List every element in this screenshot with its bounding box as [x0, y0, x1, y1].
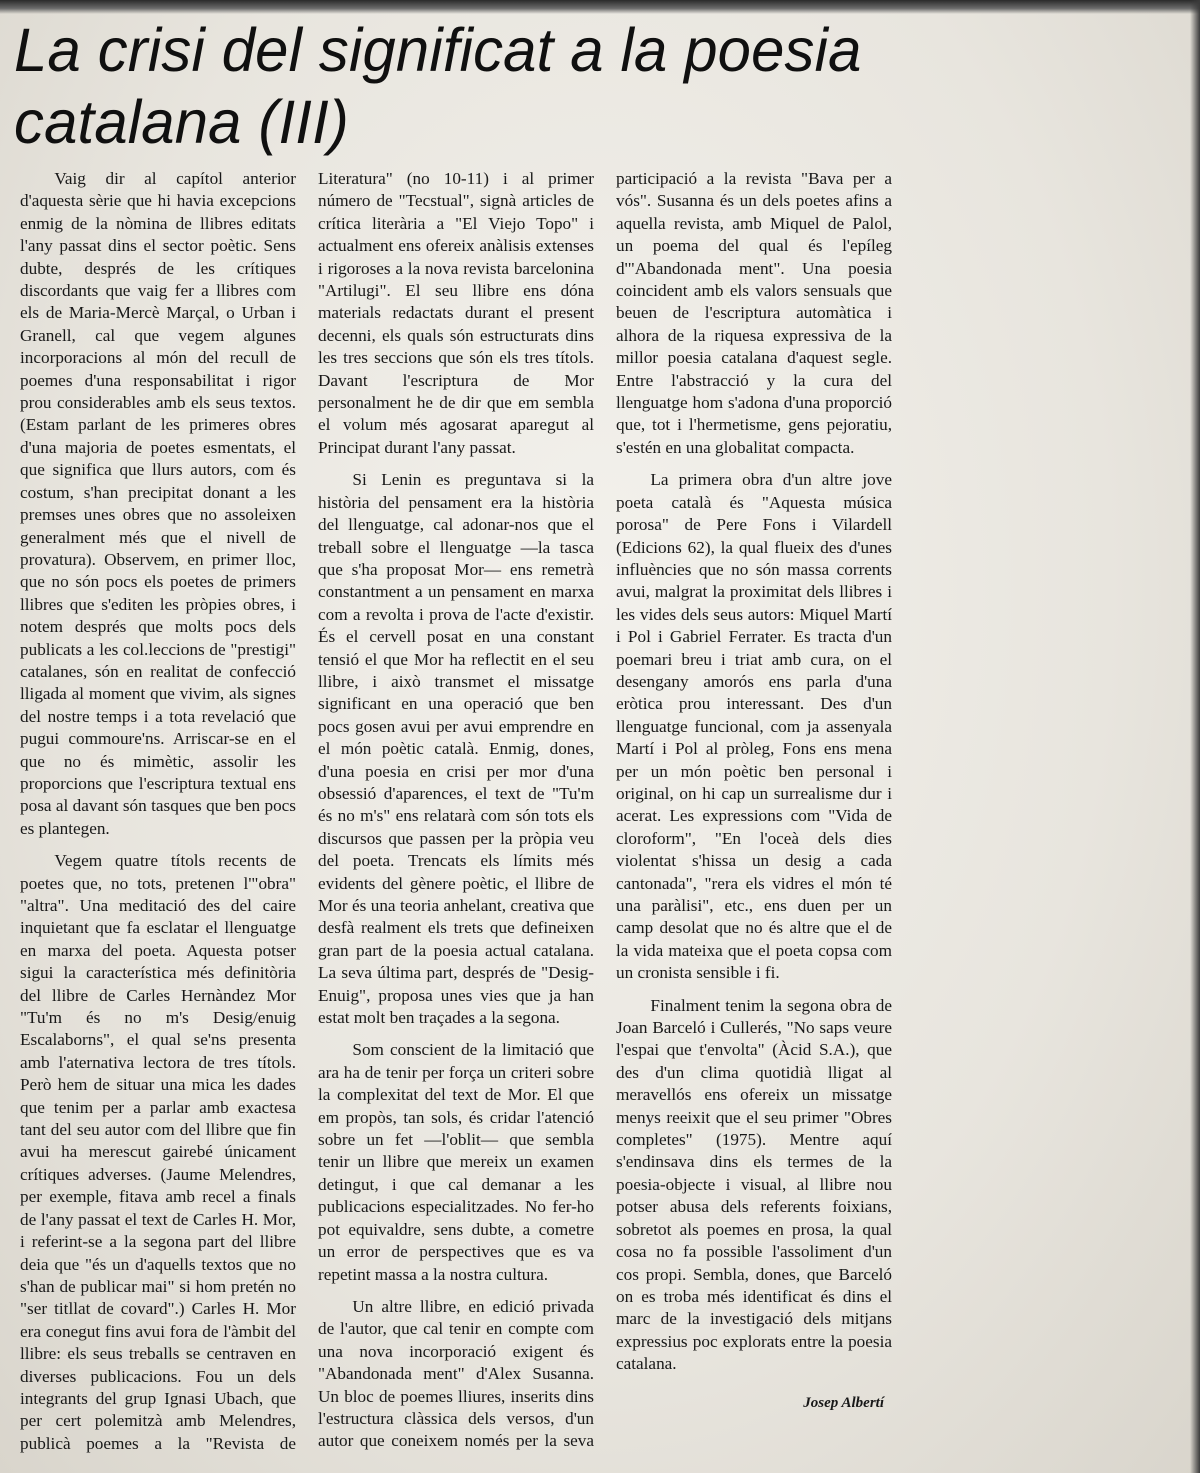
- article-body: [20, 168, 1190, 1458]
- article-paragraph: Som conscient de la limitació que ara ha de tenir per força un criteri sobre la complexitat del text de Mor. El que em propòs, tan sols, és cridar l'atenció sobre un fet —l'oblit— que sembla tenir un llibre que mereix un examen detingut, i que cal demanar a les publicacions especialitzades. No fer-ho pot equivaldre, sens dubte, a cometre un error de perspectives que es va repetint massa a la nostra cultura.: [318, 1040, 594, 1284]
- article-paragraph: Si Lenin es preguntava si la història del pensament era la història del llenguatge, cal adonar-nos que el treball sobre el llenguatge —la tasca que s'ha proposat Mor— ens remetrà constantment a un pensament en marxa com a revolta i prova de l'acte d'existir. És el cervell posat en una constant tensió el que Mor ha reflectit en el seu llibre, i això transmet el missatge significant en una operació que ben pocs gosen avui per avui emprendre en el món poètic català. Enmig, dones, d'una poesia en crisi per mor d'una obsessió d'aparences, el text de "Tu'm és no m's" ens relatarà com són tots els discursos que passen per la pròpia veu del poeta. Trencats els límits més evidents del gènere poètic, el llibre de Mor és una teoria anhelant, creativa que desfà realment els trets que defineixen gran part de la poesia actual catalana. La seva última part, després de "Desig-Enuig", proposa unes vies que ja han estat molt ben traçades a la segona.: [318, 470, 594, 1028]
- top-edge-shadow: [0, 0, 1200, 14]
- author-signature: Josep Albertí: [803, 1394, 884, 1411]
- article-paragraph: Vaig dir al capítol anterior d'aquesta sèrie que hi havia excepcions enmig de la nòmina de llibres editats l'any passat dins el sector poètic. Sens dubte, després de les crítiques discordants que vaig fer a llibres com els de Maria-Mercè Marçal, o Urban i Granell, cal que vegem algunes incorporacions al món del recull de poemes d'una responsabilitat i rigor prou considerables amb els seus textos. (Estam parlant de les primeres obres d'una majoria de poetes esmentats, el que significa que llurs autors, com és costum, s'han precipitat donant a les premses unes obres que no assoleixen generalment més que el nivell de provatura). Observem, en primer lloc, que no són pocs els poetes de primers llibres que s'editen les pròpies obres, i notem després que molts pocs dels publicats a les col.leccions de "prestigi" catalanes, són en realitat de confecció lligada al moment que vivim, als signes del nostre temps i a tota revelació que pugui commoure'ns. Arriscar-se en el que no és mimètic, assolir les proporcions que l'escriptura textual ens posa al davant són tasques que ben pocs es plantegen.: [20, 169, 296, 838]
- article-paragraph: Finalment tenim la segona obra de Joan Barceló i Cullerés, "No saps veure l'espai que t'envolta" (Àcid S.A.), que des d'un clima quotidià lligat al meravellós ens ofereix un missatge menys reeixit que el seu primer "Obres completes" (1975). Mentre aquí s'endinsava dins els termes de la poesia-objecte i visual, al llibre nou potser abusa dels referents foixians, sobretot als poemes en prosa, la qual cosa no fa possible l'assoliment d'un cos propi. Sembla, dones, que Barceló on es troba més identificat és dins el marc de la investigació dels mitjans expressius poc explorats entre la poesia catalana.: [616, 995, 892, 1374]
- article-headline: La crisi del significat a la poesia catalana (III): [14, 16, 862, 156]
- right-edge-shadow: [1190, 0, 1200, 1473]
- article-paragraph: Vegem quatre títols recents de poetes que, no tots, pretenen l'"obra" "altra". Una meditació des del caire inquietant que fa esclatar el llenguatge en marxa del poeta. Aquesta potser sigui la característica més definitòria del llibre de Carles Hernàndez Mor "Tu'm és no m's Desig/enuig Escalaborns", el qual se'ns presenta amb l'aternativa lectora de tres títols. Però hem de situar una mica les dades que tenim per a parlar amb exactesa tant del seu autor com del llibre que fin avui ha merescut gairebé únicament crítiques adverses. (Jaume Melendres, per exemple, fitava amb recel a finals de l'any passat el text de Carles H. Mor, i referint-se a la segona part del llibre deia que "és un d'aquells textos que no s'han de publicar mai" si hom pretén no "ser titllat de covard".) Carles H. Mor era conegut fins avui fora de l'àmbit del llibre: els seus treballs se centraven en diverses publicacions. Fou un dels integrants del grup Ignasi Ubach, que per cert polemitzà amb Melendres, publicà poemes a la "Revista de Literatura" (no 10-11) i al primer número de "Tecstual", signà articles de crítica literària a "El Viejo Topo" i actualment ens ofereix anàlisis extenses i rigoroses a la nova revista barcelonina "Artilugi". El seu llibre ens dóna materials redactats durant el present decenni, els quals són estructurats dins les tres seccions que són els tres títols. Davant l'escriptura de Mor personalment he de dir que em sembla el volum més agosarat aparegut al Principat durant l'any passat.: [20, 169, 594, 1453]
- article-paragraph: La primera obra d'un altre jove poeta català és "Aquesta música porosa" de Pere Fons i Vilardell (Edicions 62), la qual flueix des d'unes influències que no són massa corrents avui, malgrat la proximitat dels llibres i les vides dels seus autors: Miquel Martí i Pol i Gabriel Ferrater. Es tracta d'un poemari breu i triat amb cura, on el desengany amorós ens parla d'una eròtica prou interessant. Des d'un llenguatge funcional, com ja assenyala Martí i Pol al pròleg, Fons ens mena per un món poètic ben personal i original, on hi cap un surrealisme dur i acerat. Les expressions com "Vida de cloroform", "En l'oceà dels dies violentat s'hissa un desig a cada cantonada", "rera els vidres el món té una paràlisi", etc., ens duen per un camp desolat que no és altre que el de la vida mateixa que el poeta copsa com un cronista sensible i fi.: [616, 470, 892, 983]
- article-paragraph: Un altre llibre, en edició privada de l'autor, que cal tenir en compte com una nova incorporació exigent és "Abandonada ment" d'Alex Susanna. Un bloc de poemes lliures, inserits dins l'estructura clàssica dels versos, d'un autor que coneixem només per la seva participació a la revista "Bava per a vós". Susanna és un dels poetes afins a aquella revista, amb Miquel de Palol, un poema del qual és l'epíleg d'"Abandonada ment". Una poesia coincident amb els valors sensuals que beuen de l'escriptura automàtica i alhora de la riquesa expressiva de la millor poesia catalana d'aquest segle. Entre l'abstracció y la cura del llenguatge hom s'adona d'una proporció que, tot i l'hermetisme, gens pejoratiu, s'estén en una globalitat compacta.: [318, 169, 892, 1451]
